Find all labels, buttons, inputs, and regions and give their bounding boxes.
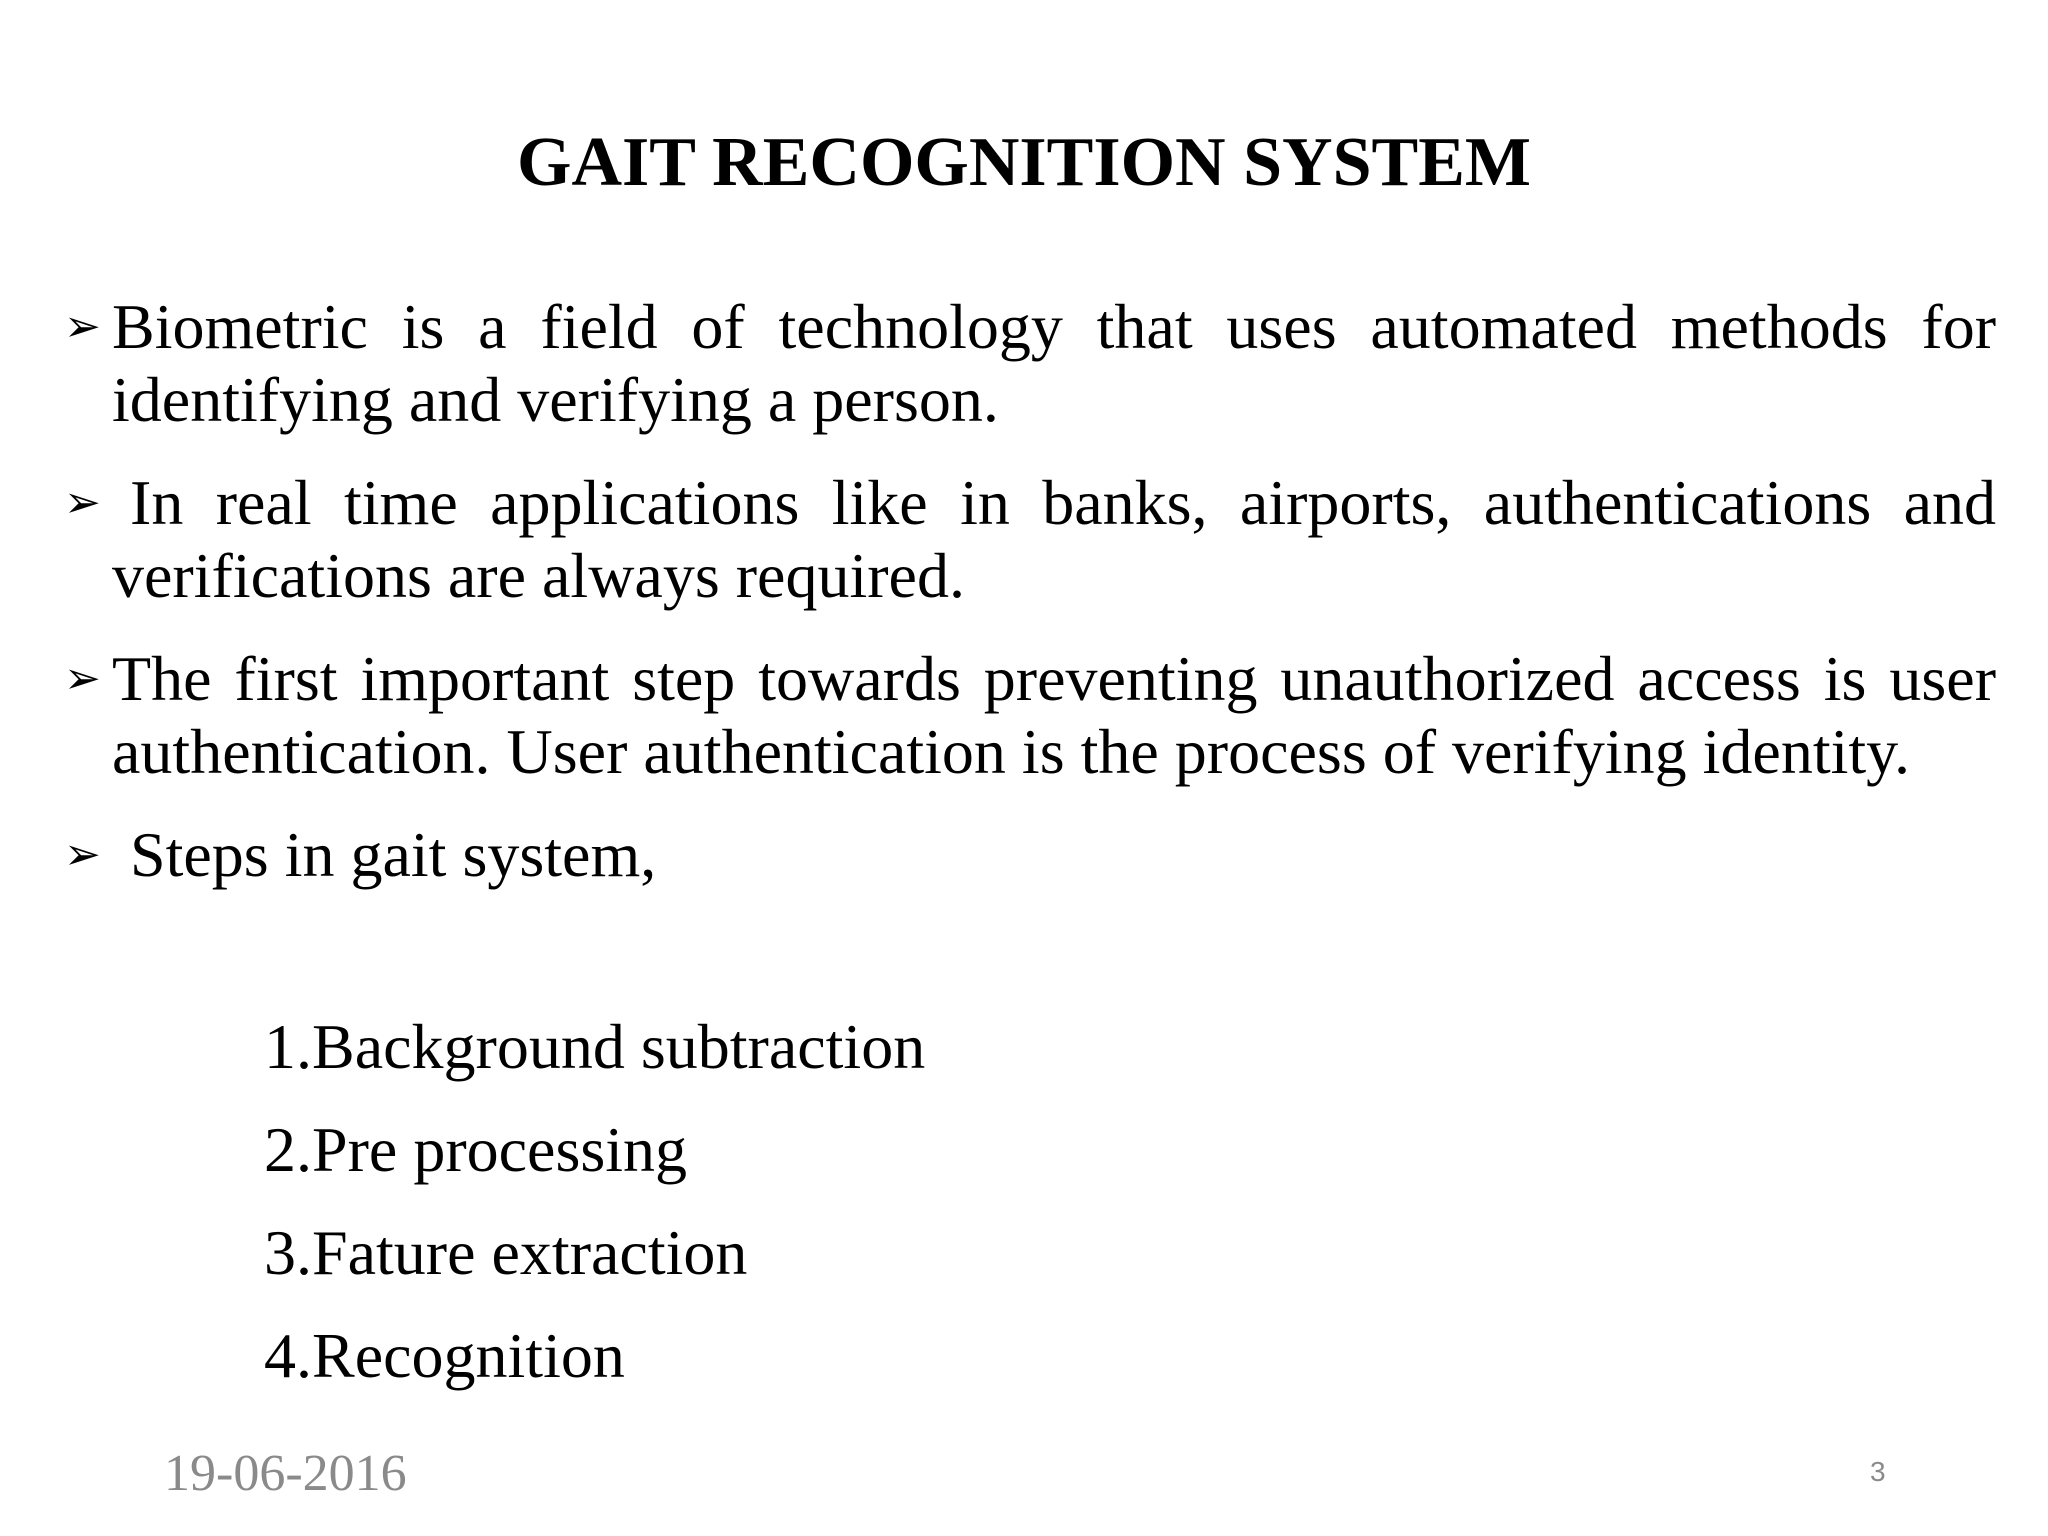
bullet-list [64, 290, 1996, 921]
step-item: 4.Recognition [264, 1320, 625, 1391]
bullet-item [64, 642, 1996, 788]
bullet-item [64, 290, 1996, 436]
steps-list [264, 995, 925, 1407]
bullet-item [64, 818, 1996, 891]
step-item: 2.Pre processing [264, 1114, 688, 1185]
step-item: 1.Background subtraction [264, 1011, 926, 1082]
slide-title: GAIT RECOGNITION SYSTEM [517, 124, 1531, 201]
arrow-bullet-icon: ➢ [64, 477, 101, 528]
bullet-text: The first important step towards preventing unauthorized access is user authentication. User authentication is the process of verifying identity. [112, 643, 1996, 787]
bullet-text: Biometric is a field of technology that uses automated methods for identifying and verifying a person. [112, 291, 1996, 435]
arrow-bullet-icon: ➢ [64, 301, 101, 352]
page-number: 3 [1870, 1456, 1886, 1487]
step-item: 3.Fature extraction [264, 1217, 748, 1288]
arrow-bullet-icon: ➢ [64, 829, 101, 880]
bullet-text: Steps in gait system, [130, 819, 657, 890]
bullet-text: In real time applications like in banks, airports, authentications and verifications are always required. [112, 467, 1996, 611]
footer-date: 19-06-2016 [164, 1445, 407, 1502]
arrow-bullet-icon: ➢ [64, 653, 101, 704]
bullet-item [64, 466, 1996, 612]
